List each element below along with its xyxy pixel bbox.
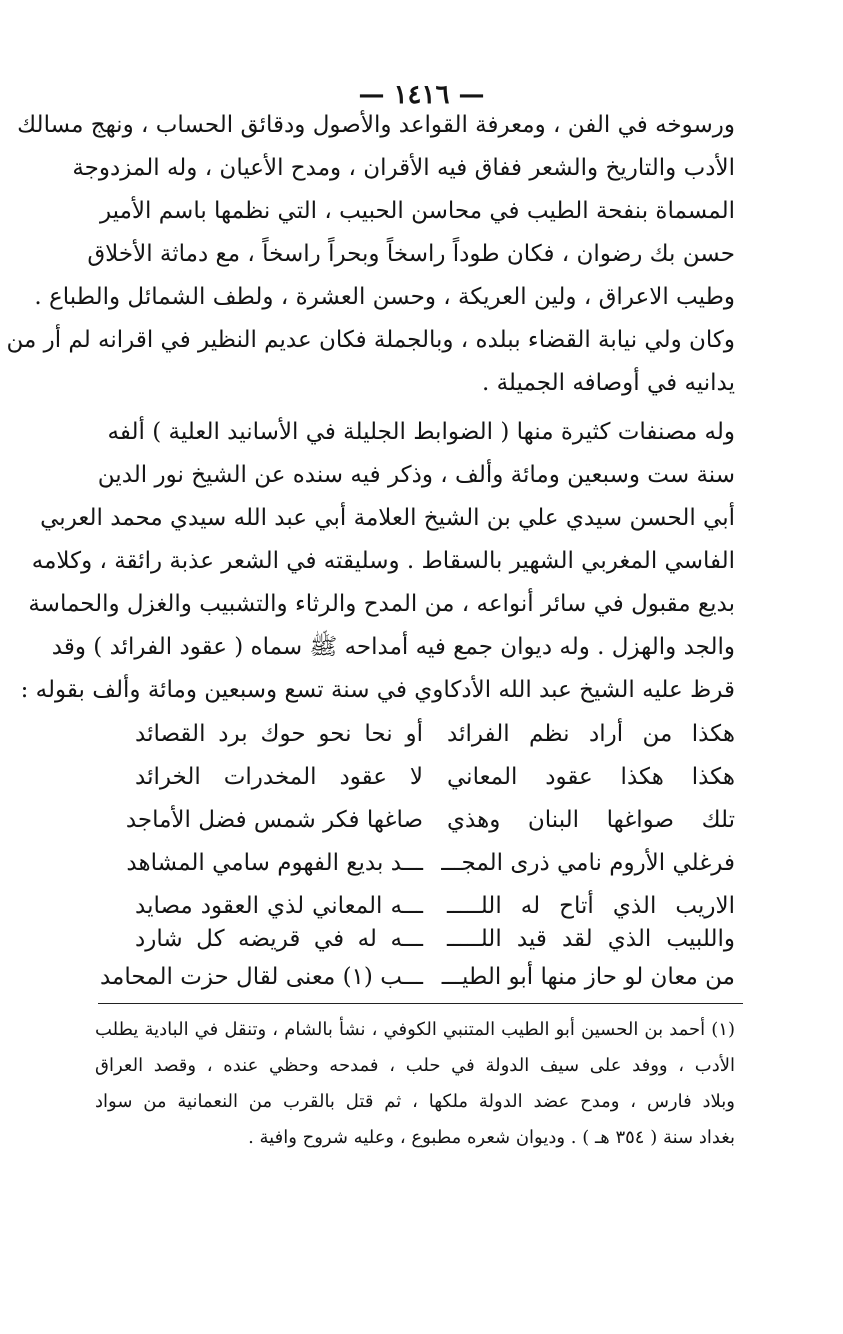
poem-verse (126, 841, 735, 885)
text-line: قرظ عليه الشيخ عبد الله الأدكاوي في سنة تسع وسبعين ومائة وألف بقوله : (20, 677, 735, 703)
verse-first-hemistich: هكذا هكذا عقود المعاني (447, 764, 735, 790)
footnote-line: الأدب ، ووفد على سيف الدولة في حلب ، فمدحه وحظي عنده ، وقصد العراق (95, 1055, 735, 1076)
poem-verse (135, 712, 735, 756)
verse-second-hemistich: صاغها فكر شمس فضل الأماجد (125, 807, 423, 833)
footnote-line: (١) أحمد بن الحسين أبو الطيب المتنبي الكوفي ، نشأ بالشام ، وتنقل في البادية يطلب (95, 1019, 735, 1040)
text-line: يدانيه في أوصافه الجميلة . (481, 370, 735, 396)
verse-first-hemistich: فرغلي الأروم نامي ذرى المجـــ (441, 850, 735, 876)
text-line: سنة ست وسبعين ومائة وألف ، وذكر فيه سنده عن الشيخ نور الدين (97, 462, 735, 488)
verse-first-hemistich: تلك صواغها البنان وهذي (447, 807, 735, 833)
text-line: وله مصنفات كثيرة منها ( الضوابط الجليلة في الأسانيد العلية ) ألفه (107, 419, 735, 445)
text-line: الفاسي المغربي الشهير بالسقاط . وسليقته في الشعر عذبة رائقة ، وكلامه (31, 548, 735, 574)
page-number: — ١٤١٦ — (358, 80, 485, 110)
footnote-line: وبلاد فارس ، ومدح عضد الدولة ملكها ، ثم قتل بالقرب من النعمانية من سواد (95, 1091, 735, 1112)
text-line: بديع مقبول في سائر أنواعه ، من المدح والرثاء والتشبيب والغزل والحماسة (28, 591, 735, 617)
verse-first-hemistich: واللبيب الذي لقد قيد اللـــــ (447, 926, 735, 952)
verse-first-hemistich: هكذا من أراد نظم الفرائد (447, 721, 735, 747)
verse-first-hemistich: من معان لو حاز منها أبو الطيـــ (441, 964, 735, 990)
verse-second-hemistich: ـــب (١) معنى لقال حزت المحامد (99, 964, 423, 990)
poem-verse (125, 798, 735, 842)
text-line: المسماة بنفحة الطيب في محاسن الحبيب ، التي نظمها باسم الأمير (99, 198, 735, 224)
text-line: وكان ولي نيابة القضاء ببلده ، وبالجملة فكان عديم النظير في اقرانه لم أر من (6, 327, 735, 353)
footnote-line: بغداد سنة ( ٣٥٤ هـ ) . وديوان شعره مطبوع ، وعليه شروح وافية . (248, 1127, 735, 1148)
verse-second-hemistich: لا عقود المخدرات الخرائد (135, 764, 423, 790)
text-line: حسن بك رضوان ، فكان طوداً راسخاً وبحراً راسخاً ، مع دماثة الأخلاق (87, 241, 735, 267)
poem-verse (135, 755, 735, 799)
verse-second-hemistich: أو نحا نحو حوك برد القصائد (135, 721, 423, 747)
poem-verse (99, 955, 735, 999)
verse-second-hemistich: ـــد بديع الفهوم سامي المشاهد (126, 850, 423, 876)
footnote-separator (98, 1003, 743, 1004)
text-line: والجد والهزل . وله ديوان جمع فيه أمداحه ﷺ سماه ( عقود الفرائد ) وقد (51, 634, 735, 660)
text-line: وطيب الاعراق ، ولين العريكة ، وحسن العشرة ، ولطف الشمائل والطباع . (34, 284, 735, 310)
verse-second-hemistich: ـــه له في قريضه كل شارد (135, 926, 423, 952)
verse-first-hemistich: الاريب الذي أتاح له اللـــــ (447, 893, 735, 919)
text-line: الأدب والتاريخ والشعر ففاق فيه الأقران ، ومدح الأعيان ، وله المزدوجة (72, 155, 735, 181)
text-line: ورسوخه في الفن ، ومعرفة القواعد والأصول ودقائق الحساب ، ونهج مسالك (17, 112, 735, 138)
verse-second-hemistich: ـــه المعاني لذي العقود مصايد (135, 893, 423, 919)
text-line: أبي الحسن سيدي علي بن الشيخ العلامة أبي عبد الله سيدي محمد العربي (40, 505, 735, 531)
